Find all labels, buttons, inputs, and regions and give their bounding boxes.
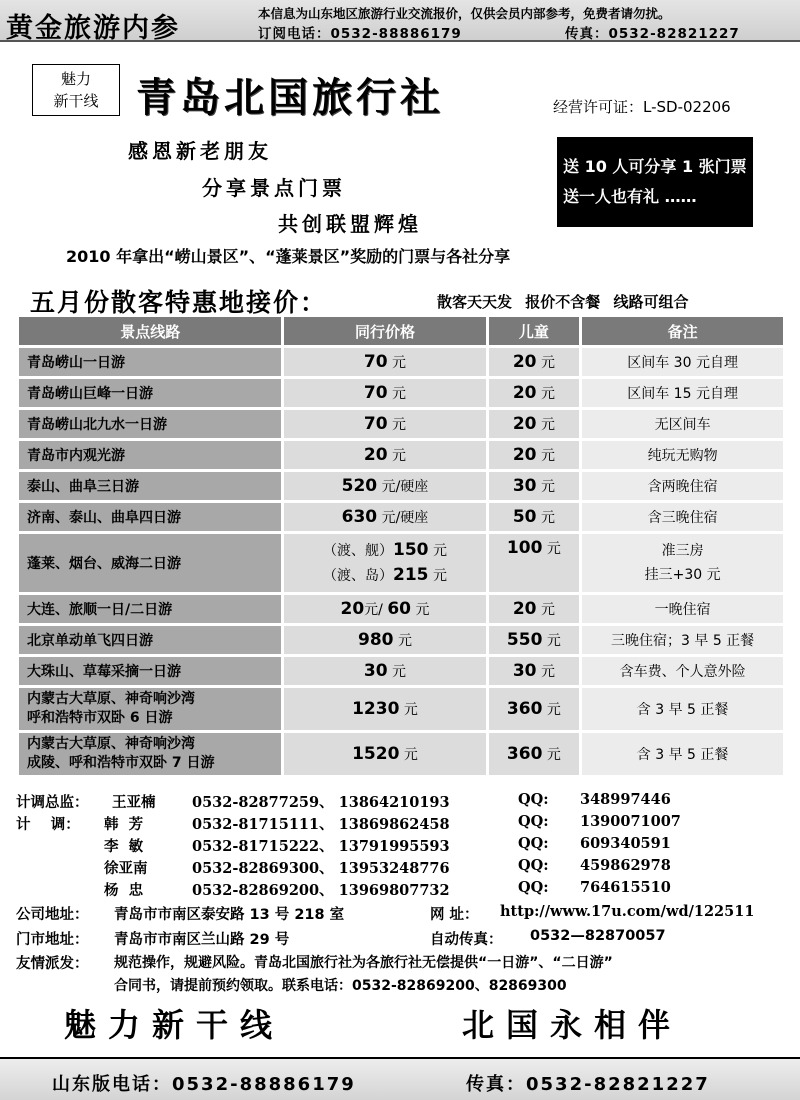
route-line: 成陵、呼和浩特市双卧 7 日游: [27, 755, 215, 771]
header-child: 儿童: [489, 317, 580, 345]
header-remark: 备注: [582, 317, 783, 345]
price-unit: 元: [403, 702, 418, 718]
friend-label: 友情派发：: [16, 956, 89, 972]
footer-fax: 传真：0532-82821227: [466, 1074, 710, 1095]
contact-qq: 764615510: [580, 879, 671, 896]
remark-line: 准三房: [661, 543, 704, 559]
child-value: 360: [506, 699, 543, 719]
child-unit: 元: [540, 386, 555, 402]
child-value: 30: [512, 476, 537, 496]
remark-cell: 区间车 15 元自理: [582, 379, 783, 407]
table-row: [19, 348, 783, 376]
price-value: 1230: [352, 699, 400, 719]
table-row: [19, 688, 783, 730]
child-cell: [489, 657, 580, 685]
price-cell: [284, 379, 485, 407]
route-cell: 青岛崂山巨峰一日游: [19, 379, 281, 407]
child-unit: 元: [540, 510, 555, 526]
price-unit: 元: [432, 568, 447, 584]
price-value: 70: [363, 352, 388, 372]
price-value: 70: [363, 414, 388, 434]
price-value: 20: [363, 445, 388, 465]
contact-qq: 459862978: [580, 857, 671, 874]
route-cell: 青岛崂山北九水一日游: [19, 410, 281, 438]
child-cell: [489, 595, 580, 623]
price-value: 60: [387, 599, 412, 619]
child-cell: [489, 441, 580, 469]
remark-cell: 含两晚住宿: [582, 472, 783, 500]
price-value: 70: [363, 383, 388, 403]
bottom-slogan-right: 北国永相伴: [462, 1006, 683, 1044]
tagline-3: 共创联盟辉煌: [278, 212, 422, 236]
header-price: 同行价格: [284, 317, 485, 345]
price-cell: [284, 441, 485, 469]
reward-line: 2010 年拿出“崂山景区”、“蓬莱景区”奖励的门票与各社分享: [66, 247, 511, 266]
child-cell: [489, 348, 580, 376]
remark-cell: 三晚住宿；3 早 5 正餐: [582, 626, 783, 654]
price-unit: 元: [397, 633, 412, 649]
child-unit: 元: [540, 355, 555, 371]
price-cell: [284, 688, 485, 730]
child-cell: [489, 626, 580, 654]
child-cell: [489, 410, 580, 438]
price-unit: 元: [364, 602, 379, 618]
qq-label: QQ:: [518, 791, 549, 808]
license-number: 经营许可证：L-SD-02206: [553, 98, 731, 116]
table-row: [19, 595, 783, 623]
route-cell: 北京单动单飞四日游: [19, 626, 281, 654]
price-prefix: （渡、岛）: [323, 568, 393, 584]
slogan-box: [32, 64, 120, 116]
header-fax: 传真：0532-82821227: [565, 26, 740, 42]
table-row: [19, 441, 783, 469]
price-cell: [284, 472, 485, 500]
slogan-line2: 新干线: [53, 92, 99, 110]
route-cell: 泰山、曲阜三日游: [19, 472, 281, 500]
price-cell: [284, 348, 485, 376]
child-cell: [489, 534, 580, 592]
child-value: 20: [512, 383, 537, 403]
remark-cell: 含 3 早 5 正餐: [582, 688, 783, 730]
child-unit: 元: [540, 417, 555, 433]
contact-name: 杨 忠: [104, 883, 144, 899]
subscription-phone: 订阅电话：0532-88886179: [258, 26, 462, 42]
contact-label-director: 计调总监：: [16, 795, 89, 811]
promo-box-line1: 送 10 人可分享 1 张门票: [563, 157, 747, 176]
price-value: 630: [341, 507, 378, 527]
child-unit: 元: [546, 702, 561, 718]
contact-phone: 0532-81715111、 13869862458: [192, 816, 450, 833]
contact-name: 徐亚南: [104, 861, 148, 877]
route-cell: 济南、泰山、曲阜四日游: [19, 503, 281, 531]
price-unit: 元: [415, 602, 430, 618]
remark-cell: 含三晚住宿: [582, 503, 783, 531]
friend-line1: 规范操作，规避风险。青岛北国旅行社为各旅行社无偿提供“一日游”、“二日游”: [114, 955, 613, 971]
child-unit: 元: [546, 541, 561, 557]
child-cell: [489, 472, 580, 500]
remark-cell: 纯玩无购物: [582, 441, 783, 469]
price-unit: 元: [403, 747, 418, 763]
company-address-label: 公司地址：: [16, 907, 89, 923]
price-value: 520: [341, 476, 378, 496]
promo-box-line2: 送一人也有礼 ……: [563, 187, 697, 206]
header-route: 景点线路: [19, 317, 281, 345]
contact-name: 韩 芳: [104, 817, 144, 833]
child-value: 50: [512, 507, 537, 527]
contact-qq: 609340591: [580, 835, 671, 852]
qq-label: QQ:: [518, 835, 549, 852]
agency-name: 青岛北国旅行社: [136, 75, 444, 121]
price-note: /硬座: [395, 510, 429, 526]
ticket-promo-box: [557, 137, 753, 227]
child-cell: [489, 503, 580, 531]
route-line: 呼和浩特市双卧 6 日游: [27, 710, 173, 726]
price-unit: 元: [432, 543, 447, 559]
footer-phone: 山东版电话：0532-88886179: [52, 1074, 356, 1095]
price-unit: 元: [392, 386, 407, 402]
price-unit: 元: [392, 664, 407, 680]
child-value: 20: [512, 445, 537, 465]
slogan-line1: 魅力: [60, 70, 91, 88]
table-row: [19, 733, 783, 775]
price-cell: [284, 626, 485, 654]
child-unit: 元: [546, 633, 561, 649]
contact-phone: 0532-81715222、 13791995593: [192, 838, 450, 855]
price-prefix: （渡、舰）: [323, 543, 393, 559]
friend-line2: 合同书，请提前预约领取。联系电话：0532-82869200、82869300: [114, 978, 567, 994]
promo-subtitle: 散客天天发 报价不含餐 线路可组合: [437, 293, 689, 311]
qq-label: QQ:: [518, 813, 549, 830]
table-row: [19, 472, 783, 500]
route-cell: 大连、旅顺一日/二日游: [19, 595, 281, 623]
price-cell: 20元/ 60 元: [284, 595, 485, 623]
store-address-label: 门市地址：: [16, 932, 89, 948]
publication-title: 黄金旅游内参: [6, 13, 180, 44]
price-cell: [284, 733, 485, 775]
contact-qq: 1390071007: [580, 813, 681, 830]
table-row: [19, 503, 783, 531]
tagline-2: 分享景点门票: [202, 176, 346, 200]
route-cell: 大珠山、草莓采摘一日游: [19, 657, 281, 685]
auto-fax: 0532—82870057: [530, 928, 666, 944]
child-unit: 元: [540, 448, 555, 464]
price-cell: [284, 503, 485, 531]
child-cell: [489, 688, 580, 730]
route-cell: 青岛市内观光游: [19, 441, 281, 469]
bottom-slogan-left: 魅力新干线: [64, 1006, 285, 1044]
qq-label: QQ:: [518, 857, 549, 874]
promo-title: 五月份散客特惠地接价：: [30, 288, 328, 317]
contact-label-dispatcher: 计 调：: [16, 817, 80, 833]
auto-fax-label: 自动传真：: [430, 932, 503, 948]
table-row: [19, 410, 783, 438]
price-value: 30: [363, 661, 388, 681]
price-note: /硬座: [395, 479, 429, 495]
child-value: 20: [512, 352, 537, 372]
company-address: 青岛市市南区泰安路 13 号 218 室: [114, 907, 345, 923]
price-cell: [284, 534, 485, 592]
price-unit: 元: [392, 417, 407, 433]
price-value: 20: [340, 599, 365, 619]
price-unit: 元: [392, 448, 407, 464]
route-cell: [19, 733, 281, 775]
contact-phone: 0532-82869300、 13953248776: [192, 860, 450, 877]
child-unit: 元: [540, 664, 555, 680]
table-row: [19, 657, 783, 685]
table-row: [19, 534, 783, 592]
website-link[interactable]: http://www.17u.com/wd/122511: [500, 903, 755, 920]
remark-cell: [582, 534, 783, 592]
child-unit: 元: [540, 602, 555, 618]
contact-name: 王亚楠: [112, 795, 156, 811]
child-value: 360: [506, 744, 543, 764]
header-note: 本信息为山东地区旅游行业交流报价，仅供会员内部参考，免费者请勿扰。: [258, 6, 671, 21]
price-value: 980: [358, 630, 394, 650]
price-value: 215: [393, 565, 429, 585]
child-cell: [489, 733, 580, 775]
child-cell: [489, 379, 580, 407]
child-value: 20: [512, 599, 537, 619]
route-line: 内蒙古大草原、神奇响沙湾: [27, 736, 195, 752]
contact-phone: 0532-82877259、 13864210193: [192, 794, 450, 811]
child-unit: 元: [540, 479, 555, 495]
price-unit: 元: [392, 355, 407, 371]
contact-qq: 348997446: [580, 791, 671, 808]
remark-cell: 含 3 早 5 正餐: [582, 733, 783, 775]
route-cell: 青岛崂山一日游: [19, 348, 281, 376]
child-value: 550: [506, 630, 543, 650]
route-cell: [19, 688, 281, 730]
price-value: 150: [393, 540, 429, 560]
remark-cell: 含车费、个人意外险: [582, 657, 783, 685]
price-cell: [284, 657, 485, 685]
route-cell: 蓬莱、烟台、威海二日游: [19, 534, 281, 592]
route-line: 内蒙古大草原、神奇响沙湾: [27, 691, 195, 707]
remark-cell: 无区间车: [582, 410, 783, 438]
contact-name: 李 敏: [104, 839, 144, 855]
price-value: 1520: [352, 744, 400, 764]
remark-cell: 一晚住宿: [582, 595, 783, 623]
qq-label: QQ:: [518, 879, 549, 896]
table-header-row: [19, 317, 783, 345]
tagline-1: 感恩新老朋友: [128, 139, 272, 163]
table-row: [19, 379, 783, 407]
table-row: [19, 626, 783, 654]
price-unit: 元: [381, 510, 396, 526]
price-unit: 元: [381, 479, 396, 495]
price-cell: [284, 410, 485, 438]
remark-cell: 区间车 30 元自理: [582, 348, 783, 376]
contact-phone: 0532-82869200、 13969807732: [192, 882, 450, 899]
price-table: [16, 314, 786, 778]
remark-line: 挂三+30 元: [644, 567, 721, 583]
child-value: 100: [506, 538, 543, 558]
child-value: 30: [512, 661, 537, 681]
store-address: 青岛市市南区兰山路 29 号: [114, 932, 290, 948]
child-value: 20: [512, 414, 537, 434]
website-label: 网 址：: [430, 907, 479, 923]
child-unit: 元: [546, 747, 561, 763]
